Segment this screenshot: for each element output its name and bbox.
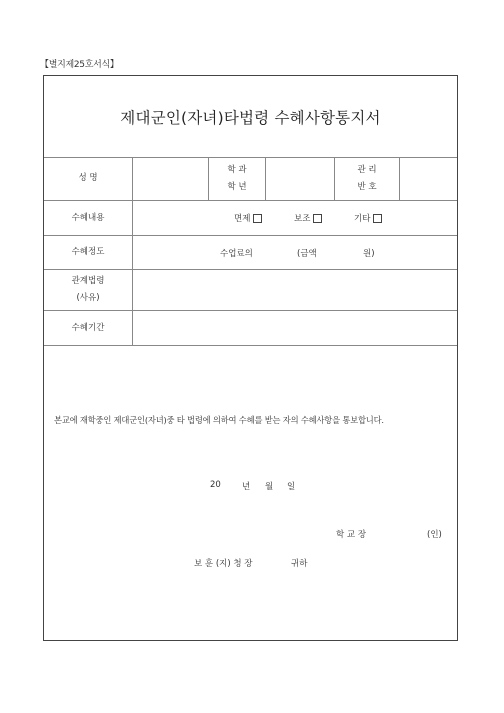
amount-label: (금액 xyxy=(297,248,317,259)
notice-text: 본교에 재학중인 제대군인(자녀)중 타 법령에 의하여 수혜를 받는 자의 수혜사항을 통보합니다. xyxy=(54,415,384,425)
row-benefit-degree xyxy=(44,236,457,270)
form-number-label: 【별지제25호서식】 xyxy=(40,60,119,70)
row-related-law xyxy=(44,270,457,311)
mgmt-label: 관 리 xyxy=(357,164,377,175)
title-area xyxy=(44,76,457,158)
option-support[interactable] xyxy=(294,201,322,235)
row-benefit-type xyxy=(44,201,457,236)
benefit-period-label: 수혜기간 xyxy=(71,322,105,333)
law-label-line2: (사유) xyxy=(76,293,100,303)
grade-label: 학 년 xyxy=(227,181,247,192)
name-value[interactable] xyxy=(133,157,208,200)
support-checkbox[interactable] xyxy=(313,214,322,223)
seal-mark: (인) xyxy=(427,530,442,540)
date-day-unit: 일 xyxy=(287,482,296,492)
notice-form xyxy=(43,75,458,641)
date-year-prefix: 20 xyxy=(210,480,221,490)
dept-grade-value[interactable] xyxy=(266,157,334,200)
row-benefit-period xyxy=(44,311,457,346)
name-label: 성 명 xyxy=(78,173,98,183)
date-year-unit: 년 xyxy=(242,482,251,492)
row-name xyxy=(44,157,457,201)
dept-grade-label xyxy=(209,157,265,200)
related-law-value[interactable] xyxy=(133,270,457,310)
number-label: 반 호 xyxy=(357,181,377,192)
document-title: 제대군인(자녀)타법령 수혜사항통지서 xyxy=(120,108,381,127)
benefit-degree-label: 수혜정도 xyxy=(71,247,105,257)
date-month-unit: 월 xyxy=(265,482,274,492)
recipient-honorific: 귀하 xyxy=(291,559,308,569)
dept-label: 학 과 xyxy=(227,164,247,175)
option-other-label: 기타 xyxy=(354,214,371,224)
related-law-label xyxy=(44,270,132,310)
won-label: 원) xyxy=(363,248,375,259)
law-label-line1: 관계법령 xyxy=(71,276,105,286)
recipient-title: 보 훈 (지) 청 장 xyxy=(194,559,253,569)
exemption-checkbox[interactable] xyxy=(253,214,262,223)
benefit-period-value[interactable] xyxy=(133,311,457,345)
option-exemption[interactable] xyxy=(234,201,262,235)
mgmt-number-value[interactable] xyxy=(400,157,457,200)
benefit-type-label: 수혜내용 xyxy=(71,212,105,223)
principal-signature: 학 교 장 xyxy=(336,530,367,540)
other-checkbox[interactable] xyxy=(373,214,382,223)
tuition-label: 수업료의 xyxy=(220,248,253,259)
option-other[interactable] xyxy=(354,201,382,235)
option-support-label: 보조 xyxy=(294,214,311,224)
mgmt-number-label xyxy=(335,157,399,200)
option-exemption-label: 면제 xyxy=(234,214,251,224)
